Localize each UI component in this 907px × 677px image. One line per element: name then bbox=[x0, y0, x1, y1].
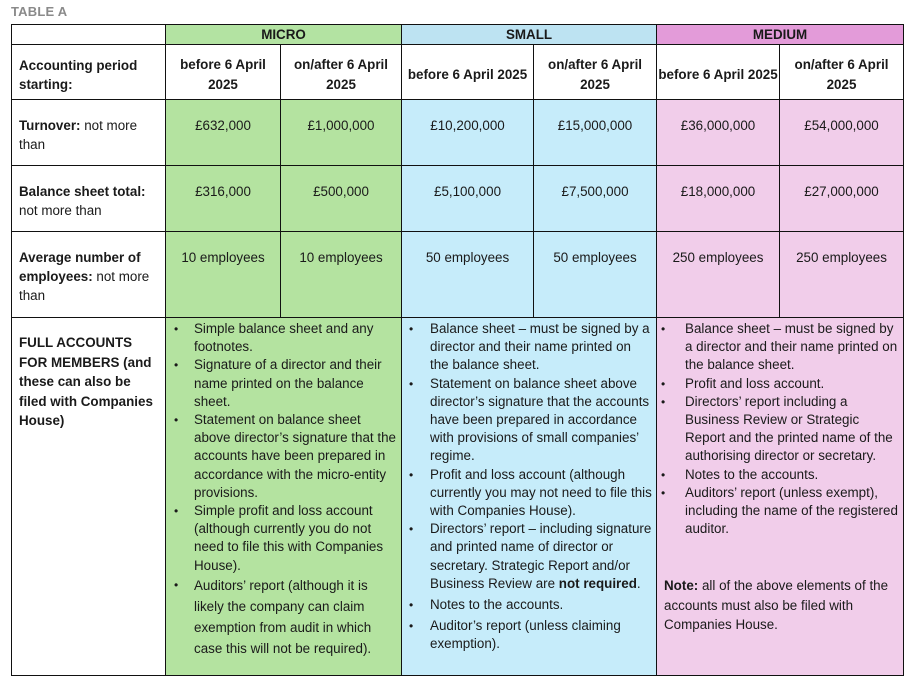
list-item-text: Profit and loss account (although currently you may not need to file this with Companies House). bbox=[430, 466, 652, 519]
row-label-turnover bbox=[12, 100, 166, 166]
empty-corner-cell bbox=[12, 25, 166, 45]
micro-requirements-cell bbox=[166, 318, 402, 676]
bullet-icon: • bbox=[409, 467, 414, 482]
bullet-icon: • bbox=[661, 394, 666, 409]
list-item bbox=[402, 375, 652, 466]
list-item bbox=[402, 466, 652, 521]
value-cell: 250 employees bbox=[657, 232, 780, 318]
bullet-icon: • bbox=[409, 619, 414, 634]
list-item bbox=[166, 411, 397, 502]
value-cell: 50 employees bbox=[534, 232, 657, 318]
band-small: SMALL bbox=[402, 25, 657, 45]
row-label-rest: not more than bbox=[19, 269, 150, 303]
value-cell: £7,500,000 bbox=[534, 166, 657, 232]
list-item-text: Balance sheet – must be signed by a director and their name printed on the balance sheet. bbox=[685, 321, 898, 373]
value-cell: £36,000,000 bbox=[657, 100, 780, 166]
medium-note bbox=[664, 576, 897, 635]
list-item-text: Statement on balance sheet above director’s signature that the accounts have been prepared in accordance with provisions of small companies’ regime. bbox=[430, 375, 650, 464]
list-item-text: Notes to the accounts. bbox=[430, 597, 564, 613]
list-item bbox=[166, 502, 397, 575]
company-size-thresholds-table bbox=[11, 24, 904, 676]
list-item bbox=[402, 617, 652, 653]
period-small-after: on/after 6 April 2025 bbox=[534, 45, 657, 100]
period-row bbox=[12, 45, 904, 100]
period-row-label-text: Accounting period starting: bbox=[19, 58, 138, 92]
row-label-bold: Turnover: bbox=[19, 118, 81, 133]
medium-requirements-list bbox=[657, 318, 903, 538]
table-row-turnover bbox=[12, 100, 904, 166]
list-item-text: Simple balance sheet and any footnotes. bbox=[194, 321, 374, 355]
bullet-icon: • bbox=[409, 376, 414, 391]
bullet-icon: • bbox=[661, 322, 666, 336]
list-item-text: Directors’ report – including signature and printed name of director or secretary. Strategic Report and/or Business Review are bbox=[430, 521, 652, 591]
value-cell: 50 employees bbox=[402, 232, 534, 318]
bullet-icon: • bbox=[174, 504, 179, 519]
period-micro-after: on/after 6 April 2025 bbox=[281, 45, 402, 100]
value-cell: £27,000,000 bbox=[780, 166, 904, 232]
band-medium: MEDIUM bbox=[657, 25, 904, 45]
value-cell: 250 employees bbox=[780, 232, 904, 318]
list-item-text: Balance sheet – must be signed by a director and their name printed on the balance sheet. bbox=[430, 321, 650, 373]
bullet-icon: • bbox=[409, 322, 414, 336]
table-caption: TABLE A bbox=[11, 4, 68, 19]
list-item bbox=[402, 320, 652, 375]
table-row-balance-sheet bbox=[12, 166, 904, 232]
table-row-employees bbox=[12, 232, 904, 318]
bullet-icon: • bbox=[661, 485, 666, 500]
small-requirements-cell bbox=[402, 318, 657, 676]
row-label-bold: FULL ACCOUNTS FOR MEMBERS bbox=[19, 335, 133, 370]
row-label-rest: (and these can also be filed with Companies House) bbox=[19, 354, 153, 428]
list-item-text: Statement on balance sheet above director’s signature that the accounts have been prepared in accordance with the micro-entity provisions. bbox=[194, 412, 396, 500]
list-item bbox=[657, 375, 899, 393]
list-item bbox=[657, 393, 899, 466]
row-label-employees bbox=[12, 232, 166, 318]
list-item-text: Notes to the accounts. bbox=[685, 466, 819, 482]
value-cell: £1,000,000 bbox=[281, 100, 402, 166]
row-label-bold: Balance sheet total: bbox=[19, 184, 146, 199]
period-row-label bbox=[12, 45, 166, 100]
bullet-icon: • bbox=[409, 522, 414, 537]
list-item bbox=[402, 596, 652, 614]
bullet-icon: • bbox=[409, 598, 414, 613]
list-item-bold-text: not required bbox=[558, 575, 637, 591]
small-requirements-list bbox=[402, 318, 656, 654]
bullet-icon: • bbox=[661, 467, 666, 482]
list-item-text: Auditors’ report (unless exempt), including the name of the registered auditor. bbox=[685, 484, 898, 537]
list-item-text: Simple profit and loss account (although currently you do not need to file this with Companies House). bbox=[194, 503, 384, 573]
list-item-text: Profit and loss account. bbox=[685, 375, 825, 391]
list-item-text: Auditors’ report (although it is likely the company can claim exemption from audit in which case this will not be required). bbox=[194, 577, 372, 656]
list-item bbox=[402, 520, 652, 593]
bullet-icon: • bbox=[661, 376, 666, 391]
list-item-text: Signature of a director and their name printed on the balance sheet. bbox=[194, 357, 382, 409]
period-medium-after: on/after 6 April 2025 bbox=[780, 45, 904, 100]
micro-requirements-list bbox=[166, 318, 401, 659]
bullet-icon: • bbox=[174, 577, 179, 592]
table-row-full-accounts bbox=[12, 318, 904, 676]
value-cell: £10,200,000 bbox=[402, 100, 534, 166]
list-item bbox=[166, 575, 397, 659]
list-item bbox=[657, 484, 899, 539]
value-cell: £15,000,000 bbox=[534, 100, 657, 166]
list-item-text: Auditor’s report (unless claiming exemption). bbox=[430, 618, 621, 652]
value-cell: 10 employees bbox=[166, 232, 281, 318]
period-micro-before: before 6 April 2025 bbox=[166, 45, 281, 100]
value-cell: £5,100,000 bbox=[402, 166, 534, 232]
list-item bbox=[657, 320, 899, 375]
row-label-bold: Average number of employees: bbox=[19, 250, 141, 284]
bullet-icon: • bbox=[174, 413, 179, 428]
note-text: all of the above elements of the accounts must also be filed with Companies House. bbox=[664, 578, 889, 633]
value-cell: £54,000,000 bbox=[780, 100, 904, 166]
bullet-icon: • bbox=[174, 358, 179, 373]
list-item-tail-text: . bbox=[636, 575, 641, 591]
value-cell: £632,000 bbox=[166, 100, 281, 166]
period-small-before: before 6 April 2025 bbox=[402, 45, 534, 100]
list-item bbox=[657, 466, 899, 484]
list-item-text: Directors’ report including a Business Review or Strategic Report and the printed name of the authorising director or secretary. bbox=[685, 393, 893, 464]
value-cell: £18,000,000 bbox=[657, 166, 780, 232]
period-medium-before: before 6 April 2025 bbox=[657, 45, 780, 100]
value-cell: £316,000 bbox=[166, 166, 281, 232]
row-label-rest: not more than bbox=[19, 118, 138, 152]
note-label: Note: bbox=[664, 578, 699, 594]
medium-requirements-cell bbox=[657, 318, 904, 676]
value-cell: £500,000 bbox=[281, 166, 402, 232]
size-band-row bbox=[12, 25, 904, 45]
row-label-full-accounts bbox=[12, 318, 166, 676]
value-cell: 10 employees bbox=[281, 232, 402, 318]
row-label-rest: not more than bbox=[19, 203, 102, 218]
list-item bbox=[166, 356, 397, 411]
bullet-icon: • bbox=[174, 322, 179, 336]
band-micro: MICRO bbox=[166, 25, 402, 45]
row-label-balance-sheet bbox=[12, 166, 166, 232]
list-item bbox=[166, 320, 397, 356]
